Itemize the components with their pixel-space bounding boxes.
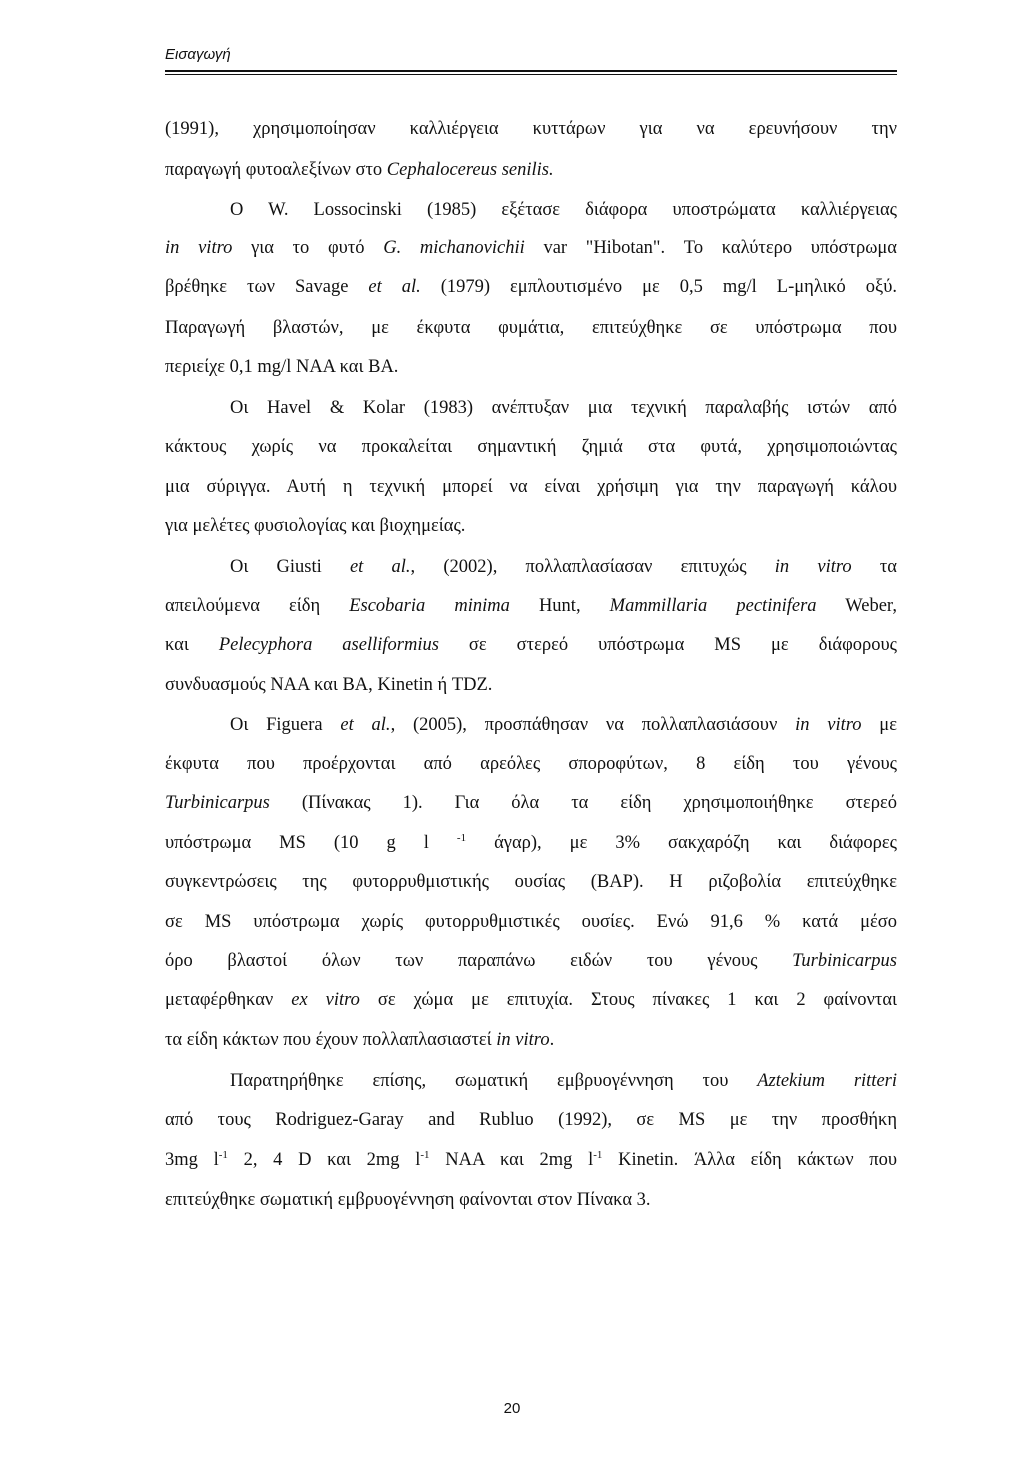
page-number: 20 (503, 1400, 521, 1417)
text-line: έκφυτα που προέρχονται από αρεόλες σποροφύτων, 8 είδη του γένους (165, 754, 897, 774)
text-line: για μελέτες φυσιολογίας και βιοχημείας. (165, 516, 466, 536)
text-line: Παρατηρήθηκε επίσης, σωματική εμβρυογέννηση του Aztekium ritteri (230, 1071, 897, 1091)
text-line: (1991), χρησιμοποίησαν καλλιέργεια κυττάρων για να ερευνήσουν την (165, 119, 897, 139)
text-line: σε MS υπόστρωμα χωρίς φυτορρυθμιστικές ουσίες. Ενώ 91,6 % κατά μέσο (165, 912, 897, 932)
text-line: περιείχε 0,1 mg/l NAA και BA. (165, 357, 399, 377)
text-line: 3mg $l^{-1}$ 2, 4 D και 2mg $l^{-1}$ NAA και 2mg $l^{-1}$ Kinetin. Άλλα είδη κάκτων που (165, 1149, 897, 1170)
text-line: παραγωγή φυτοαλεξίνων στο Cephalocereus senilis. (165, 160, 554, 180)
text-line: από τους Rodriguez-Garay and Rubluo (1992), σε MS με την προσθήκη (165, 1110, 897, 1130)
text-line: συγκεντρώσεις της φυτορρυθμιστικής ουσίας (BAP). Η ριζοβολία επιτεύχθηκε (165, 872, 897, 892)
text-line: μια σύριγγα. Αυτή η τεχνική μπορεί να είναι χρήσιμη για την παραγωγή κάλου (165, 477, 897, 497)
text-line: και Pelecyphora aselliformius σε στερεό υπόστρωμα MS με διάφορους (165, 635, 897, 655)
text-line: O W. Lossocinski (1985) εξέτασε διάφορα υποστρώματα καλλιέργειας (230, 200, 897, 220)
text-line: Παραγωγή βλαστών, με έκφυτα φυμάτια, επιτεύχθηκε σε υπόστρωμα που (165, 318, 897, 338)
header-rule-thin (165, 74, 897, 75)
text-line: συνδυασμούς NAA και BA, Kinetin ή TDZ. (165, 675, 493, 695)
text-line: Turbinicarpus (Πίνακας 1). Για όλα τα είδη χρησιμοποιήθηκε στερεό (165, 793, 897, 813)
text-line: τα είδη κάκτων που έχουν πολλαπλασιαστεί in vitro. (165, 1030, 555, 1050)
text-line: Οι Figuera et al., (2005), προσπάθησαν να πολλαπλασιάσουν in vitro με (230, 715, 897, 735)
text-line: υπόστρωμα MS (10 g l $^{-1}$ άγαρ), με 3% σακχαρόζη και διάφορες (165, 832, 898, 853)
running-header: Εισαγωγή (165, 46, 231, 63)
text-line: Οι Havel & Kolar (1983) ανέπτυξαν μια τεχνική παραλαβής ιστών από (230, 398, 897, 418)
text-line: όρο βλαστοί όλων των παραπάνω ειδών του γένους Turbinicarpus (165, 951, 897, 971)
text-line: in vitro για το φυτό G. michanovichii var "Hibotan". Το καλύτερο υπόστρωμα (165, 238, 897, 258)
text-line: βρέθηκε των Savage et al. (1979) εμπλουτισμένο με 0,5 mg/l L-μηλικό οξύ. (165, 277, 897, 297)
text-line: κάκτους χωρίς να προκαλείται σημαντική ζημιά στα φυτά, χρησιμοποιώντας (165, 437, 897, 457)
text-line: Οι Giusti et al., (2002), πολλαπλασίασαν επιτυχώς in vitro τα (230, 557, 897, 577)
header-rule (165, 70, 897, 72)
text-line: επιτεύχθηκε σωματική εμβρυογέννηση φαίνονται στον Πίνακα 3. (165, 1190, 651, 1210)
text-line: απειλούμενα είδη Escobaria minima Hunt, Mammillaria pectinifera Weber, (165, 596, 897, 616)
text-line: μεταφέρθηκαν ex vitro σε χώμα με επιτυχία. Στους πίνακες 1 και 2 φαίνονται (165, 990, 897, 1010)
